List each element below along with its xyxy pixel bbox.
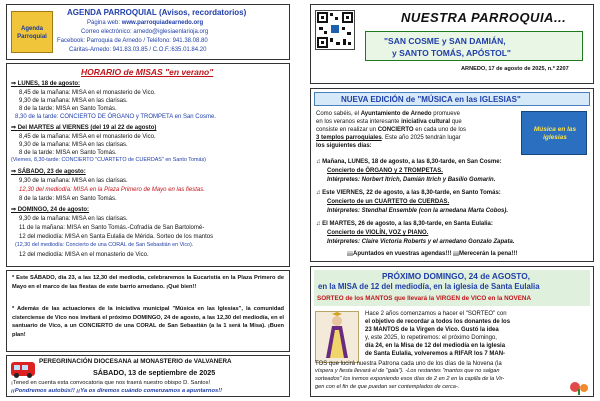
virgin-figure-icon bbox=[316, 312, 358, 362]
music-intro-3: consiste en realizar un CONCIERTO en cada uno de los bbox=[316, 127, 466, 133]
parish-title: NUESTRA PARROQUIA... bbox=[401, 10, 567, 25]
monday-line-2: 9,30 de la mañana: MISA en las clarisas. bbox=[19, 98, 128, 104]
agenda-title-line bbox=[67, 9, 246, 17]
email-label: Correo electrónico: bbox=[81, 29, 132, 35]
saints-box bbox=[365, 31, 583, 61]
sunday-text-10: gen con el fin de que puedan ser contemplados de cerca-. bbox=[315, 384, 460, 390]
agenda-title: AGENDA PARROQUIAL bbox=[67, 8, 157, 17]
week-line-4: (Viernes, 8,30-tarde: CONCIERTO "CUARTETO de CUERDAS" en Santo Tomás) bbox=[11, 157, 206, 163]
bus-wheel-icon bbox=[27, 373, 32, 378]
sunday-text-4: y, este 2025, lo repetiremos: el próximo Domingo, bbox=[365, 335, 497, 341]
sunday-line-1: 9,30 de la mañana: MISA en las clarisas. bbox=[19, 216, 128, 222]
music-intro-4: 3 templos parroquiales. Este año 2025 tendrán lugar bbox=[316, 135, 461, 141]
email-line bbox=[81, 29, 208, 35]
bus-window-icon bbox=[14, 365, 20, 370]
mass-schedule-title: HORARIO de MISAS "en verano" bbox=[81, 67, 214, 77]
sunday-line-3: 12 del mediodía: MISA en Santa Eulalia de Mérida. Sorteo de los mantos bbox=[19, 234, 214, 240]
virgin-image bbox=[315, 311, 359, 363]
pilgrimage-text-1: ¡Tened en cuenta esta convocatoria que nos traerá nuestro obispo D. Santos! bbox=[11, 380, 211, 386]
website-label: Página web: bbox=[87, 20, 121, 26]
concert-2-who: Intérpretes: Stendhal Ensemble (con la arnedana Marta Cobos). bbox=[327, 208, 509, 214]
website-link[interactable]: www.parroquiadearnedo.org bbox=[121, 20, 204, 26]
issue-date: ARNEDO, 17 de agosto de 2025, n.º 2207 bbox=[461, 66, 569, 72]
music-note-icon: ♫ bbox=[316, 159, 321, 165]
sunday-text-9: sorteados" los iremos exponiendo esos días de 2 en 2 en la capilla de la Vir- bbox=[315, 376, 505, 382]
sunday-line-2: 11 de la mañana: MISA en Santo Tomás.-Cofradía de San Bartolomé- bbox=[19, 225, 205, 231]
right-page bbox=[300, 0, 600, 401]
saturday-line-3: 8 de la tarde: MISA en Santo Tomás. bbox=[19, 196, 117, 202]
caritas-line: Cáritas-Arnedo: 941.83.03.85 / C.O.F.:635.01.84.20 bbox=[69, 47, 207, 53]
notes-box bbox=[6, 270, 290, 352]
sunday-text-6: de Santa Eulalia, volveremos a RIFAR los 7 MAN- bbox=[365, 351, 506, 357]
week-line-3: 8 de la tarde: MISA en Santo Tomás. bbox=[19, 150, 117, 156]
music-box bbox=[310, 88, 594, 262]
mass-schedule-box bbox=[6, 63, 290, 267]
music-note-icon: ♫ bbox=[316, 190, 321, 196]
concert-2-when-text: Este VIERNES, 22 de agosto, a las 8,30-tarde, en Santo Tomás: bbox=[322, 190, 501, 196]
concert-3-who: Intérpretes: Claire Victoria Roberts y el arnedano Gonzalo Zapata. bbox=[327, 239, 515, 245]
facebook-phone-line: Facebook: Parroquia de Arnedo / Teléfono: 941.38.08.80 bbox=[57, 38, 208, 44]
bus-wheel-icon bbox=[14, 373, 19, 378]
sunday-title-bar bbox=[314, 270, 590, 306]
sunday-text-8: víspera y fiesta llevará el de "gala"). -Los restantes "mantos que no salgan bbox=[315, 368, 500, 374]
sunday-heading: ⇒ DOMINGO, 24 de agosto: bbox=[11, 207, 90, 213]
sunday-title-3: SORTEO de los MANTOS que llevará la VIRGEN de VICO en la NOVENA bbox=[317, 295, 532, 302]
sunday-text-7: TOS que lucirá nuestra Patrona cada uno de los días de la Novena (la bbox=[315, 361, 502, 367]
saturday-line-1: 9,30 de la mañana: MISA en las clarisas. bbox=[19, 178, 128, 184]
music-intro-2: en los veranos esta interesante iniciativa cultural que bbox=[316, 119, 462, 125]
concert-1-what: Concierto de ÓRGANO y 2 TROMPETAS. bbox=[327, 168, 443, 174]
music-intro-5: los siguientes días: bbox=[316, 143, 372, 149]
concert-3-when-text: El MARTES, 26 de agosto, a las 8,30-tarde, en Santa Eulalia: bbox=[322, 221, 493, 227]
saints-line-2: y SANTO TOMÁS, APÓSTOL" bbox=[392, 48, 511, 58]
pilgrimage-date: SÁBADO, 13 de septiembre de 2025 bbox=[93, 368, 216, 377]
bus-window-icon bbox=[22, 365, 28, 370]
sunday-text-5: día 24, en la Misa de 12 del mediodía en la iglesia bbox=[365, 343, 506, 349]
music-poster bbox=[521, 111, 587, 155]
monday-line-4: 8,30 de la tarde: CONCIERTO DE ÓRGANO y TROMPETA en San Cosme. bbox=[15, 114, 216, 120]
music-title: NUEVA EDICIÓN de "MÚSICA en las IGLESIAS" bbox=[341, 95, 521, 104]
monday-line-1: 8,45 de la mañana: MISA en el monasterio de Vico. bbox=[19, 90, 156, 96]
music-intro-1: Como sabéis, el Ayuntamiento de Arnedo promueve bbox=[316, 111, 460, 117]
agenda-subtitle: (Avisos, recordatorios) bbox=[159, 8, 247, 17]
agenda-logo bbox=[11, 11, 53, 53]
concert-3-when bbox=[316, 221, 493, 227]
week-line-2: 9,30 de la mañana: MISA en las clarisas. bbox=[19, 142, 128, 148]
saturday-heading-text: SÁBADO, 23 de agosto: bbox=[17, 169, 86, 175]
parish-header bbox=[310, 4, 594, 84]
website-line bbox=[87, 20, 203, 26]
music-title-bar bbox=[314, 92, 590, 106]
pilgrimage-box bbox=[6, 355, 290, 397]
bus-icon bbox=[11, 362, 35, 376]
concert-2-when bbox=[316, 190, 501, 196]
week-line-1: 8,45 de la mañana: MISA en el monasterio de Vico. bbox=[19, 134, 156, 140]
sunday-draw-box bbox=[310, 266, 594, 397]
sunday-line-5: 12 del mediodía: MISA en el monasterio de Vico. bbox=[19, 252, 149, 258]
concert-1-when-text: Mañana, LUNES, 18 de agosto, a las 8,30-tarde, en San Cosme: bbox=[322, 159, 502, 165]
concert-3-what: Concierto de VIOLÍN, VOZ y PIANO. bbox=[327, 230, 429, 236]
saints-line-1: "SAN COSME y SAN DAMIÁN, bbox=[384, 36, 506, 46]
sunday-text-2: el objetivo de recordar a todos los donantes de los bbox=[365, 319, 511, 325]
concert-1-who: Intérpretes: Norbert Itrich, Damián Itrich y Basilio Gomarín. bbox=[327, 177, 496, 183]
sunday-text-1: Hace 2 años comenzamos a hacer el "SORTEO" con bbox=[365, 311, 507, 317]
concert-2-what: Concierto de un CUARTETO de CUERDAS. bbox=[327, 199, 450, 205]
week-heading: ⇒ Del MARTES al VIERNES (del 19 al 22 de agosto) bbox=[11, 125, 157, 131]
decorative-flower-icon bbox=[567, 379, 591, 395]
qr-pattern bbox=[316, 11, 354, 49]
pilgrimage-title: PEREGRINACIÓN DIOCESANA al MONASTERIO de VALVANERA bbox=[39, 358, 232, 365]
monday-line-3: 8 de la tarde: MISA en Santo Tomás. bbox=[19, 106, 117, 112]
email-link[interactable]: arnedo@iglesiaenlarioja.org bbox=[133, 29, 209, 35]
qr-code[interactable] bbox=[315, 10, 355, 50]
week-heading-text: Del MARTES al VIERNES (del 19 al 22 de agosto) bbox=[17, 125, 157, 131]
note-saturday: * Este SÁBADO, día 23, a las 12,30 del mediodía, celebraremos la Eucaristía en la Plaza Primero de Mayo en el marco de las fiestas de este barrio arnedano. ¡Qué bien!! bbox=[12, 275, 284, 290]
sunday-title-2: en la MISA de 12 del mediodía, en la iglesia de Santa Eulalia bbox=[318, 282, 540, 291]
monday-heading-text: LUNES, 18 de agosto: bbox=[17, 81, 81, 87]
saturday-line-2: 12,30 del mediodía: MISA en la Plaza Primero de Mayo en las fiestas. bbox=[19, 187, 205, 193]
agenda-logo-text: Agenda Parroquial bbox=[17, 26, 47, 40]
music-poster-text: Música en las iglesias bbox=[533, 126, 577, 141]
concert-1-when bbox=[316, 159, 502, 165]
sunday-text-3: 23 MANTOS de la Virgen de Vico. Gustó la idea bbox=[365, 327, 499, 333]
sunday-title-1: PRÓXIMO DOMINGO, 24 de AGOSTO, bbox=[382, 271, 530, 281]
pilgrimage-text-2: ¡¡Pondremos autobús!! ¡¡Ya os diremos cuándo comenzamos a apuntarnos!! bbox=[11, 388, 223, 394]
sunday-heading-text: DOMINGO, 24 de agosto: bbox=[17, 207, 90, 213]
music-closing: ¡¡¡Apuntados en vuestras agendas!!! ¡¡¡Merecerán la pena!!! bbox=[347, 251, 518, 257]
saturday-heading: ⇒ SÁBADO, 23 de agosto: bbox=[11, 169, 86, 175]
sunday-line-4: (12,30 del mediodía: Concierto de una CORAL de San Sebastián en Vico). bbox=[15, 242, 194, 248]
music-note-icon: ♫ bbox=[316, 221, 321, 227]
agenda-header bbox=[6, 4, 290, 60]
note-concert: * Además de las actuaciones de la iniciativa municipal "Música en las Iglesias", la comunidad cisterciense de Vico nos invitará el próximo DOMINGO, 24 de agosto, a las 12,30 del mediodía, en el santuario de Vico, a un CONCIERTO de una CORAL de San Sebastián (a la 1 será la Misa). ¡Buen plan! bbox=[12, 306, 284, 338]
monday-heading: ⇒ LUNES, 18 de agosto: bbox=[11, 81, 81, 87]
